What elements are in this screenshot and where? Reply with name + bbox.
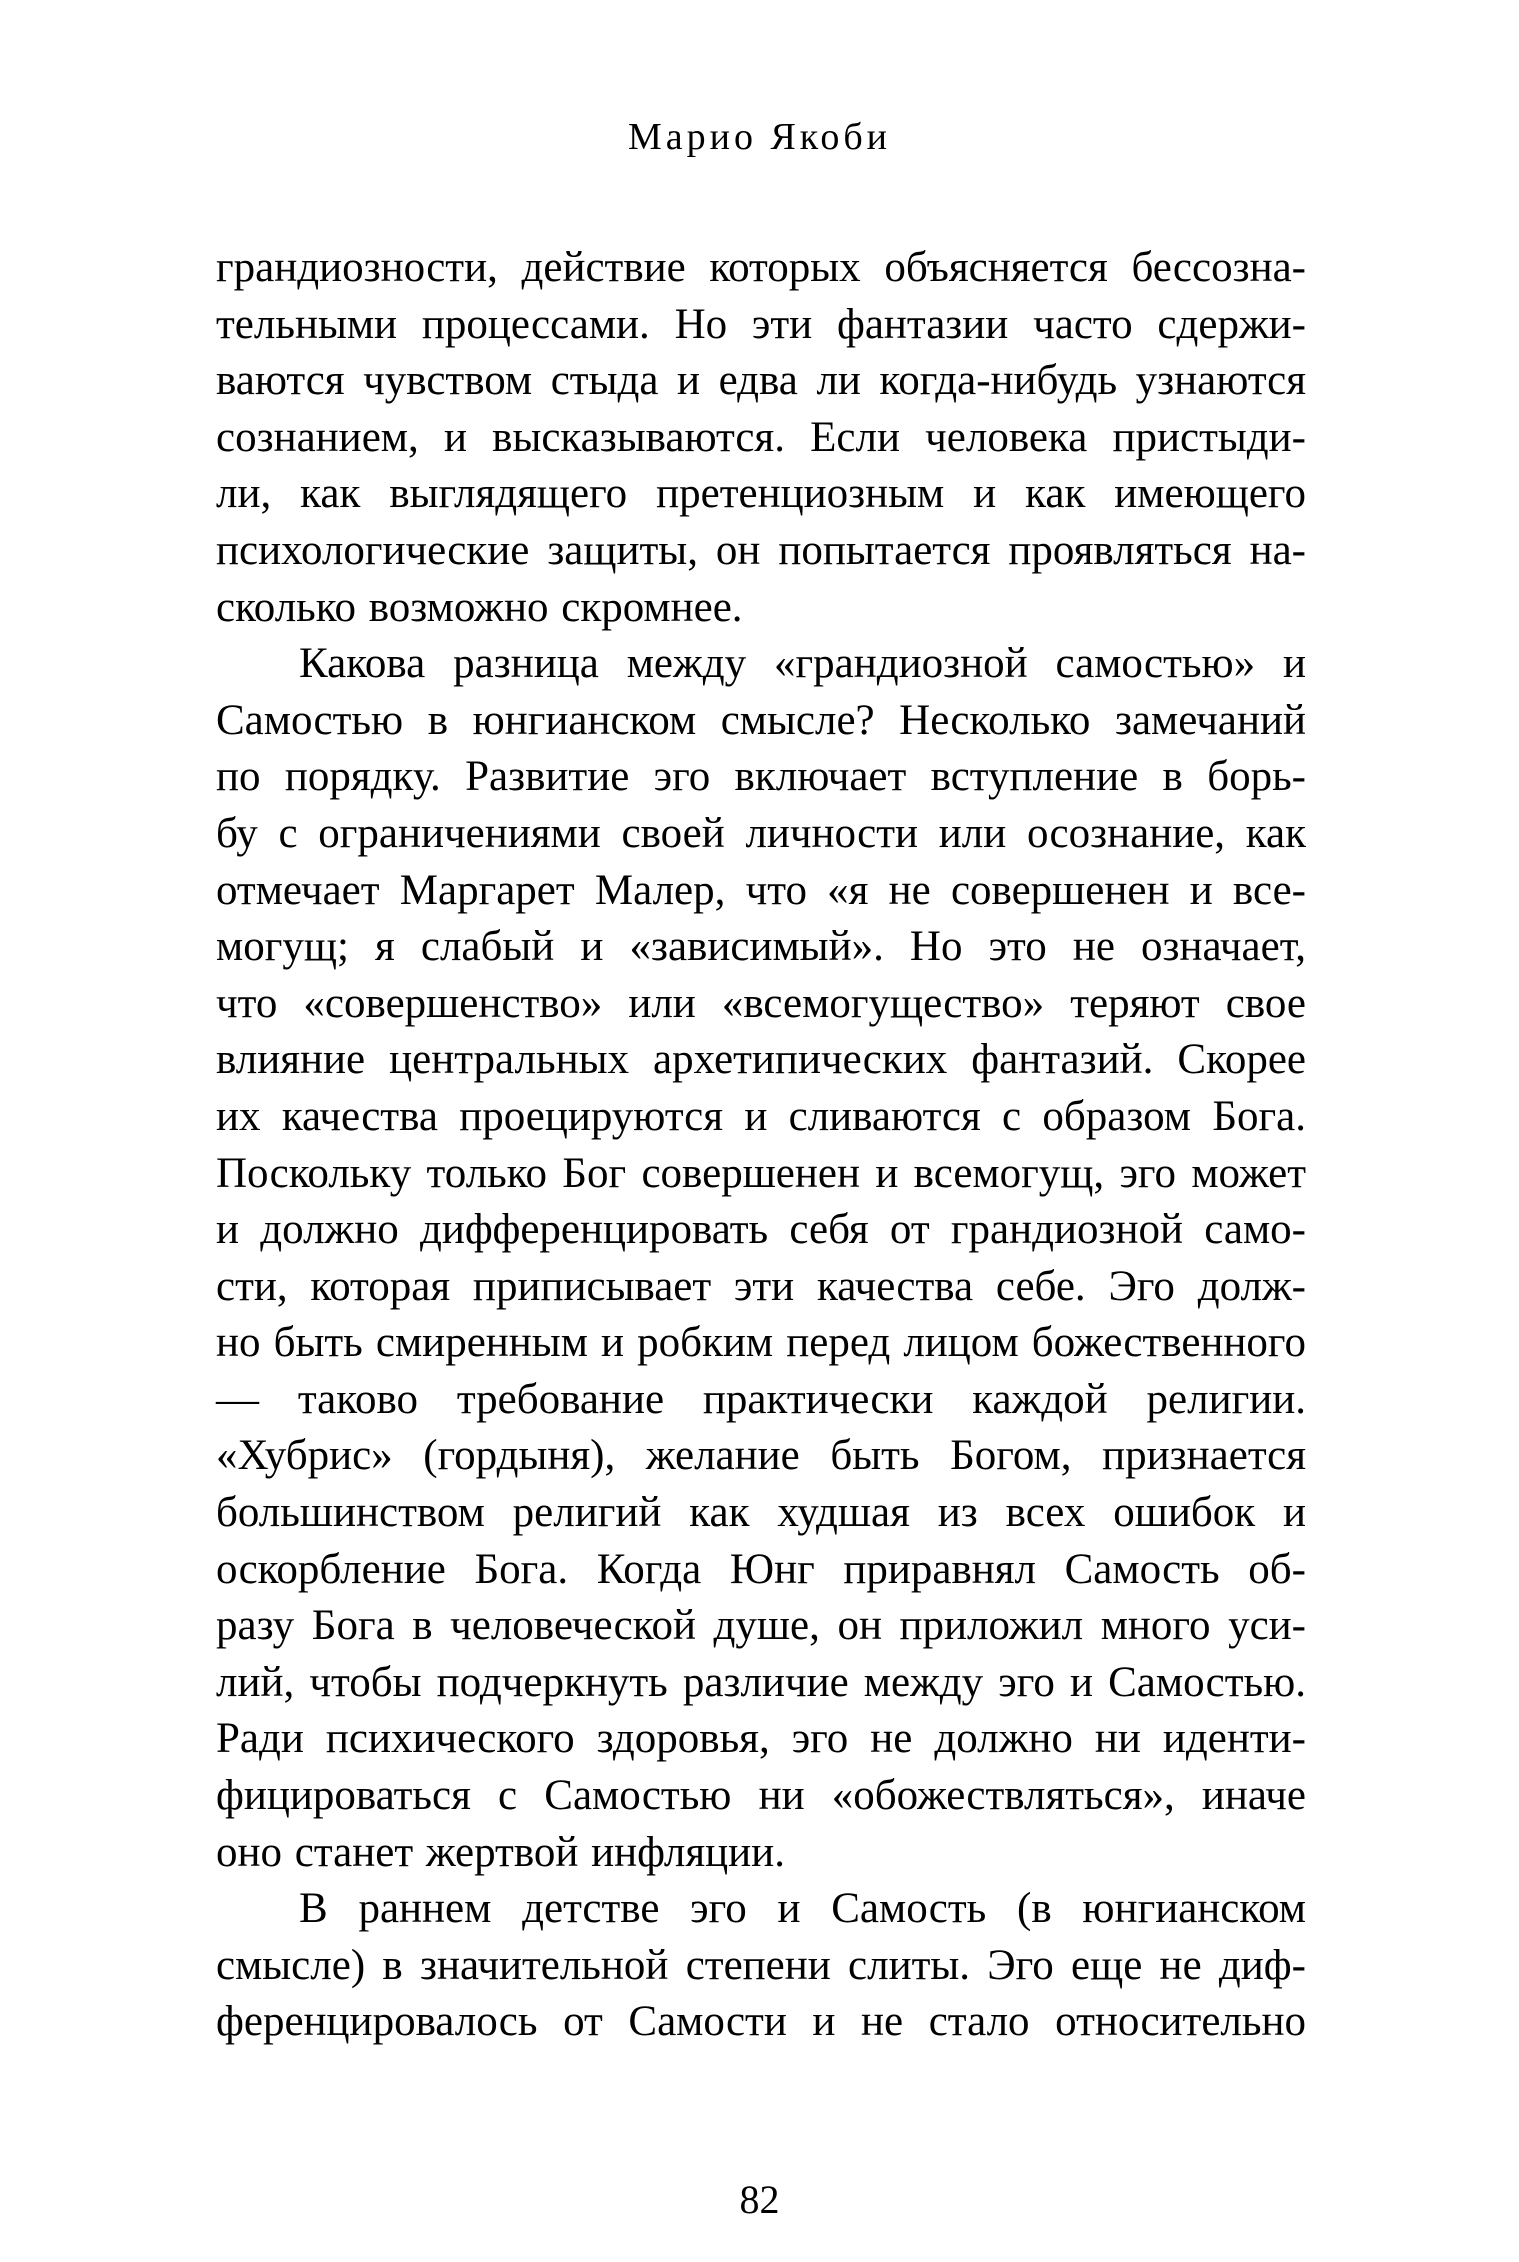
- text-line: сознанием, и высказываются. Если человека пристыди-: [216, 413, 1306, 461]
- body-text: [216, 240, 1306, 2051]
- text-line: ли, как выглядящего претенциозным и как имеющего: [216, 470, 1306, 518]
- text-line: могущ; я слабый и «зависимый». Но это не означает,: [216, 923, 1306, 971]
- text-line: Поскольку только Бог совершенен и всемогущ, эго может: [216, 1149, 1306, 1197]
- text-line: что «совершенство» или «всемогущество» теряют свое: [216, 979, 1306, 1027]
- text-line: Ради психического здоровья, эго не должно ни иденти-: [216, 1715, 1306, 1763]
- paragraph: [216, 240, 1306, 636]
- text-line: оскорбление Бога. Когда Юнг приравнял Самость об-: [216, 1545, 1306, 1593]
- text-line: сти, которая приписывает эти качества себе. Эго долж-: [216, 1262, 1306, 1310]
- text-line: грандиозности, действие которых объясняется бессозна-: [216, 244, 1306, 291]
- text-line: бу с ограничениями своей личности или осознание, как: [216, 809, 1306, 857]
- text-line: «Хубрис» (гордыня), желание быть Богом, признается: [216, 1432, 1306, 1480]
- text-line: Какова разница между «грандиозной самостью» и: [299, 640, 1306, 688]
- text-line: разу Бога в человеческой душе, он приложил много уси-: [216, 1602, 1306, 1650]
- running-title: Марио Якоби: [627, 116, 892, 158]
- text-line: — таково требование практически каждой религии.: [216, 1375, 1306, 1423]
- text-line: психологические защиты, он попытается проявляться на-: [216, 526, 1306, 574]
- text-line: В раннем детстве эго и Самость (в юнгианском: [299, 1885, 1306, 1933]
- page-number: 82: [739, 2177, 780, 2222]
- text-line: большинством религий как худшая из всех ошибок и: [216, 1489, 1306, 1537]
- text-line: смысле) в значительной степени слиты. Эго еще не диф-: [216, 1941, 1306, 1989]
- text-line: фицироваться с Самостью ни «обожествляться», иначе: [216, 1772, 1306, 1820]
- text-line: ференцировалось от Самости и не стало относительно: [216, 1998, 1306, 2046]
- text-line: Самостью в юнгианском смысле? Несколько замечаний: [216, 696, 1306, 744]
- text-line: влияние центральных архетипических фантазий. Скорее: [216, 1036, 1306, 1084]
- text-line: ваются чувством стыда и едва ли когда-нибудь узнаются: [216, 357, 1306, 405]
- text-line: отмечает Маргарет Малер, что «я не совершенен и все-: [216, 866, 1306, 914]
- text-line: оно станет жертвой инфляции.: [216, 1828, 785, 1876]
- text-line: тельными процессами. Но эти фантазии часто сдержи-: [216, 300, 1306, 348]
- text-line: по порядку. Развитие эго включает вступление в борь-: [216, 753, 1306, 801]
- text-line: их качества проецируются и сливаются с образом Бога.: [216, 1092, 1306, 1140]
- text-line: и должно дифференцировать себя от грандиозной само-: [216, 1206, 1306, 1254]
- paragraph: [216, 636, 1306, 1881]
- paragraph: [216, 1881, 1306, 2051]
- text-line: но быть смиренным и робким перед лицом божественного: [216, 1319, 1306, 1367]
- text-line: сколько возможно скромнее.: [216, 583, 743, 631]
- text-line: лий, чтобы подчеркнуть различие между эго и Самостью.: [216, 1658, 1306, 1706]
